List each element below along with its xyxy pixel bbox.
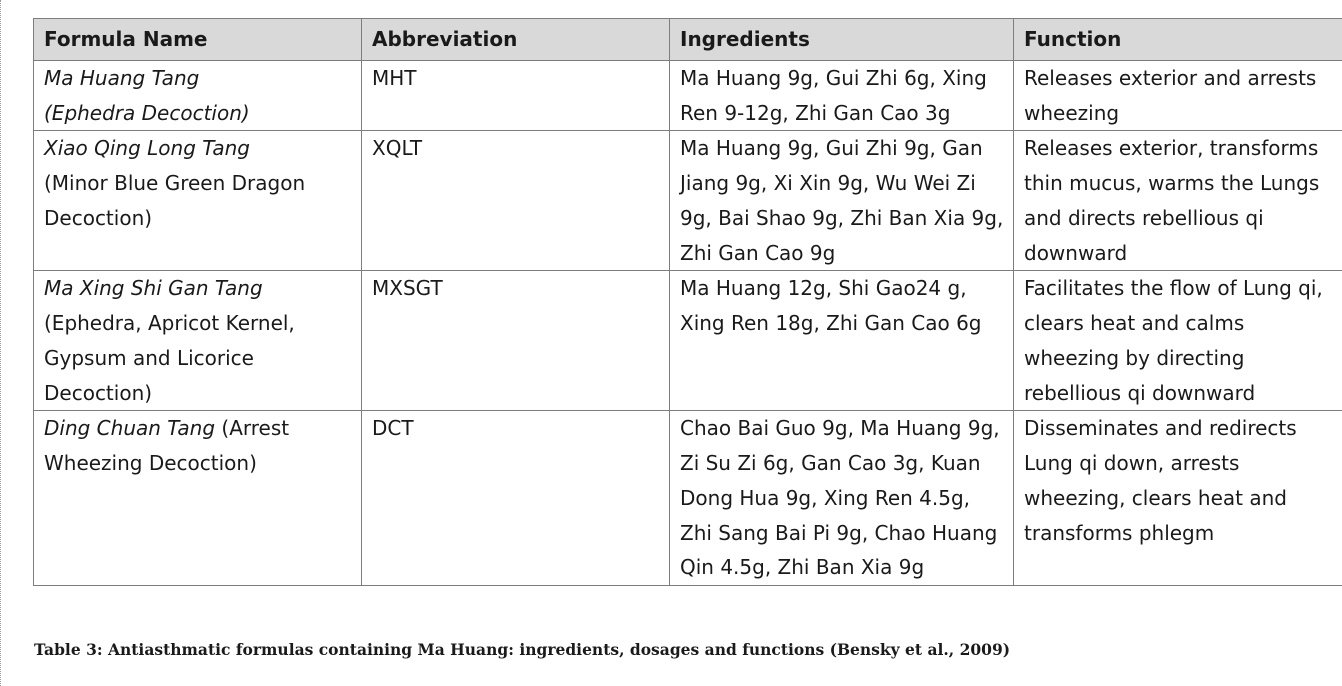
abbreviation-cell: DCT: [362, 411, 670, 586]
table-row: [34, 61, 1342, 131]
formula-name-cell: [34, 271, 362, 411]
formula-english-name: (Ephedra, Apricot Kernel, Gypsum and Licorice Decoction): [44, 311, 295, 405]
formula-name-cell: [34, 61, 362, 131]
page-margin-rule: [0, 0, 1, 686]
table-row: [34, 271, 1342, 411]
function-cell: Releases exterior, transforms thin mucus, warms the Lungs and directs rebellious qi downward: [1014, 131, 1342, 271]
formula-english-name: (Minor Blue Green Dragon Decoction): [44, 171, 306, 230]
ingredients-cell: Ma Huang 12g, Shi Gao24 g, Xing Ren 18g, Zhi Gan Cao 6g: [670, 271, 1014, 411]
header-row: [34, 19, 1342, 61]
formula-name-cell: [34, 411, 362, 586]
ingredients-cell: Ma Huang 9g, Gui Zhi 9g, Gan Jiang 9g, Xi Xin 9g, Wu Wei Zi 9g, Bai Shao 9g, Zhi Ban Xia 9g, Zhi Gan Cao 9g: [670, 131, 1014, 271]
table-row: [34, 411, 1342, 586]
ingredients-cell: Chao Bai Guo 9g, Ma Huang 9g, Zi Su Zi 6g, Gan Cao 3g, Kuan Dong Hua 9g, Xing Ren 4.5g, Zhi Sang Bai Pi 9g, Chao Huang Qin 4.5g, Zhi Ban Xia 9g: [670, 411, 1014, 586]
formula-english-name: (Ephedra Decoction): [44, 100, 250, 125]
formula-english-name: (Arrest Wheezing Decoction): [44, 416, 290, 476]
formula-name: Ma Xing Shi Gan Tang: [44, 276, 263, 301]
table-caption: Table 3: Antiasthmatic formulas containing Ma Huang: ingredients, dosages and functions (Bensky et al., 2009): [34, 640, 1011, 659]
abbreviation-cell: MHT: [362, 61, 670, 131]
function-cell: Disseminates and redirects Lung qi down, arrests wheezing, clears heat and transforms phlegm: [1014, 411, 1342, 586]
formula-table: [33, 18, 1342, 586]
table-row: [34, 131, 1342, 271]
function-cell: Releases exterior and arrests wheezing: [1014, 61, 1342, 131]
abbreviation-cell: MXSGT: [362, 271, 670, 411]
ingredients-cell: Ma Huang 9g, Gui Zhi 6g, Xing Ren 9-12g, Zhi Gan Cao 3g: [670, 61, 1014, 131]
formula-name: Ma Huang Tang: [44, 66, 200, 90]
formula-name: Xiao Qing Long Tang: [44, 136, 250, 161]
header-formula-name: Formula Name: [34, 19, 362, 61]
formula-name: Ding Chuan Tang: [44, 416, 216, 441]
formula-name-cell: [34, 131, 362, 271]
header-ingredients: Ingredients: [670, 19, 1014, 61]
abbreviation-cell: XQLT: [362, 131, 670, 271]
header-abbreviation: Abbreviation: [362, 19, 670, 61]
function-cell: Facilitates the flow of Lung qi, clears heat and calms wheezing by directing rebellious qi downward: [1014, 271, 1342, 411]
header-function: Function: [1014, 19, 1342, 61]
